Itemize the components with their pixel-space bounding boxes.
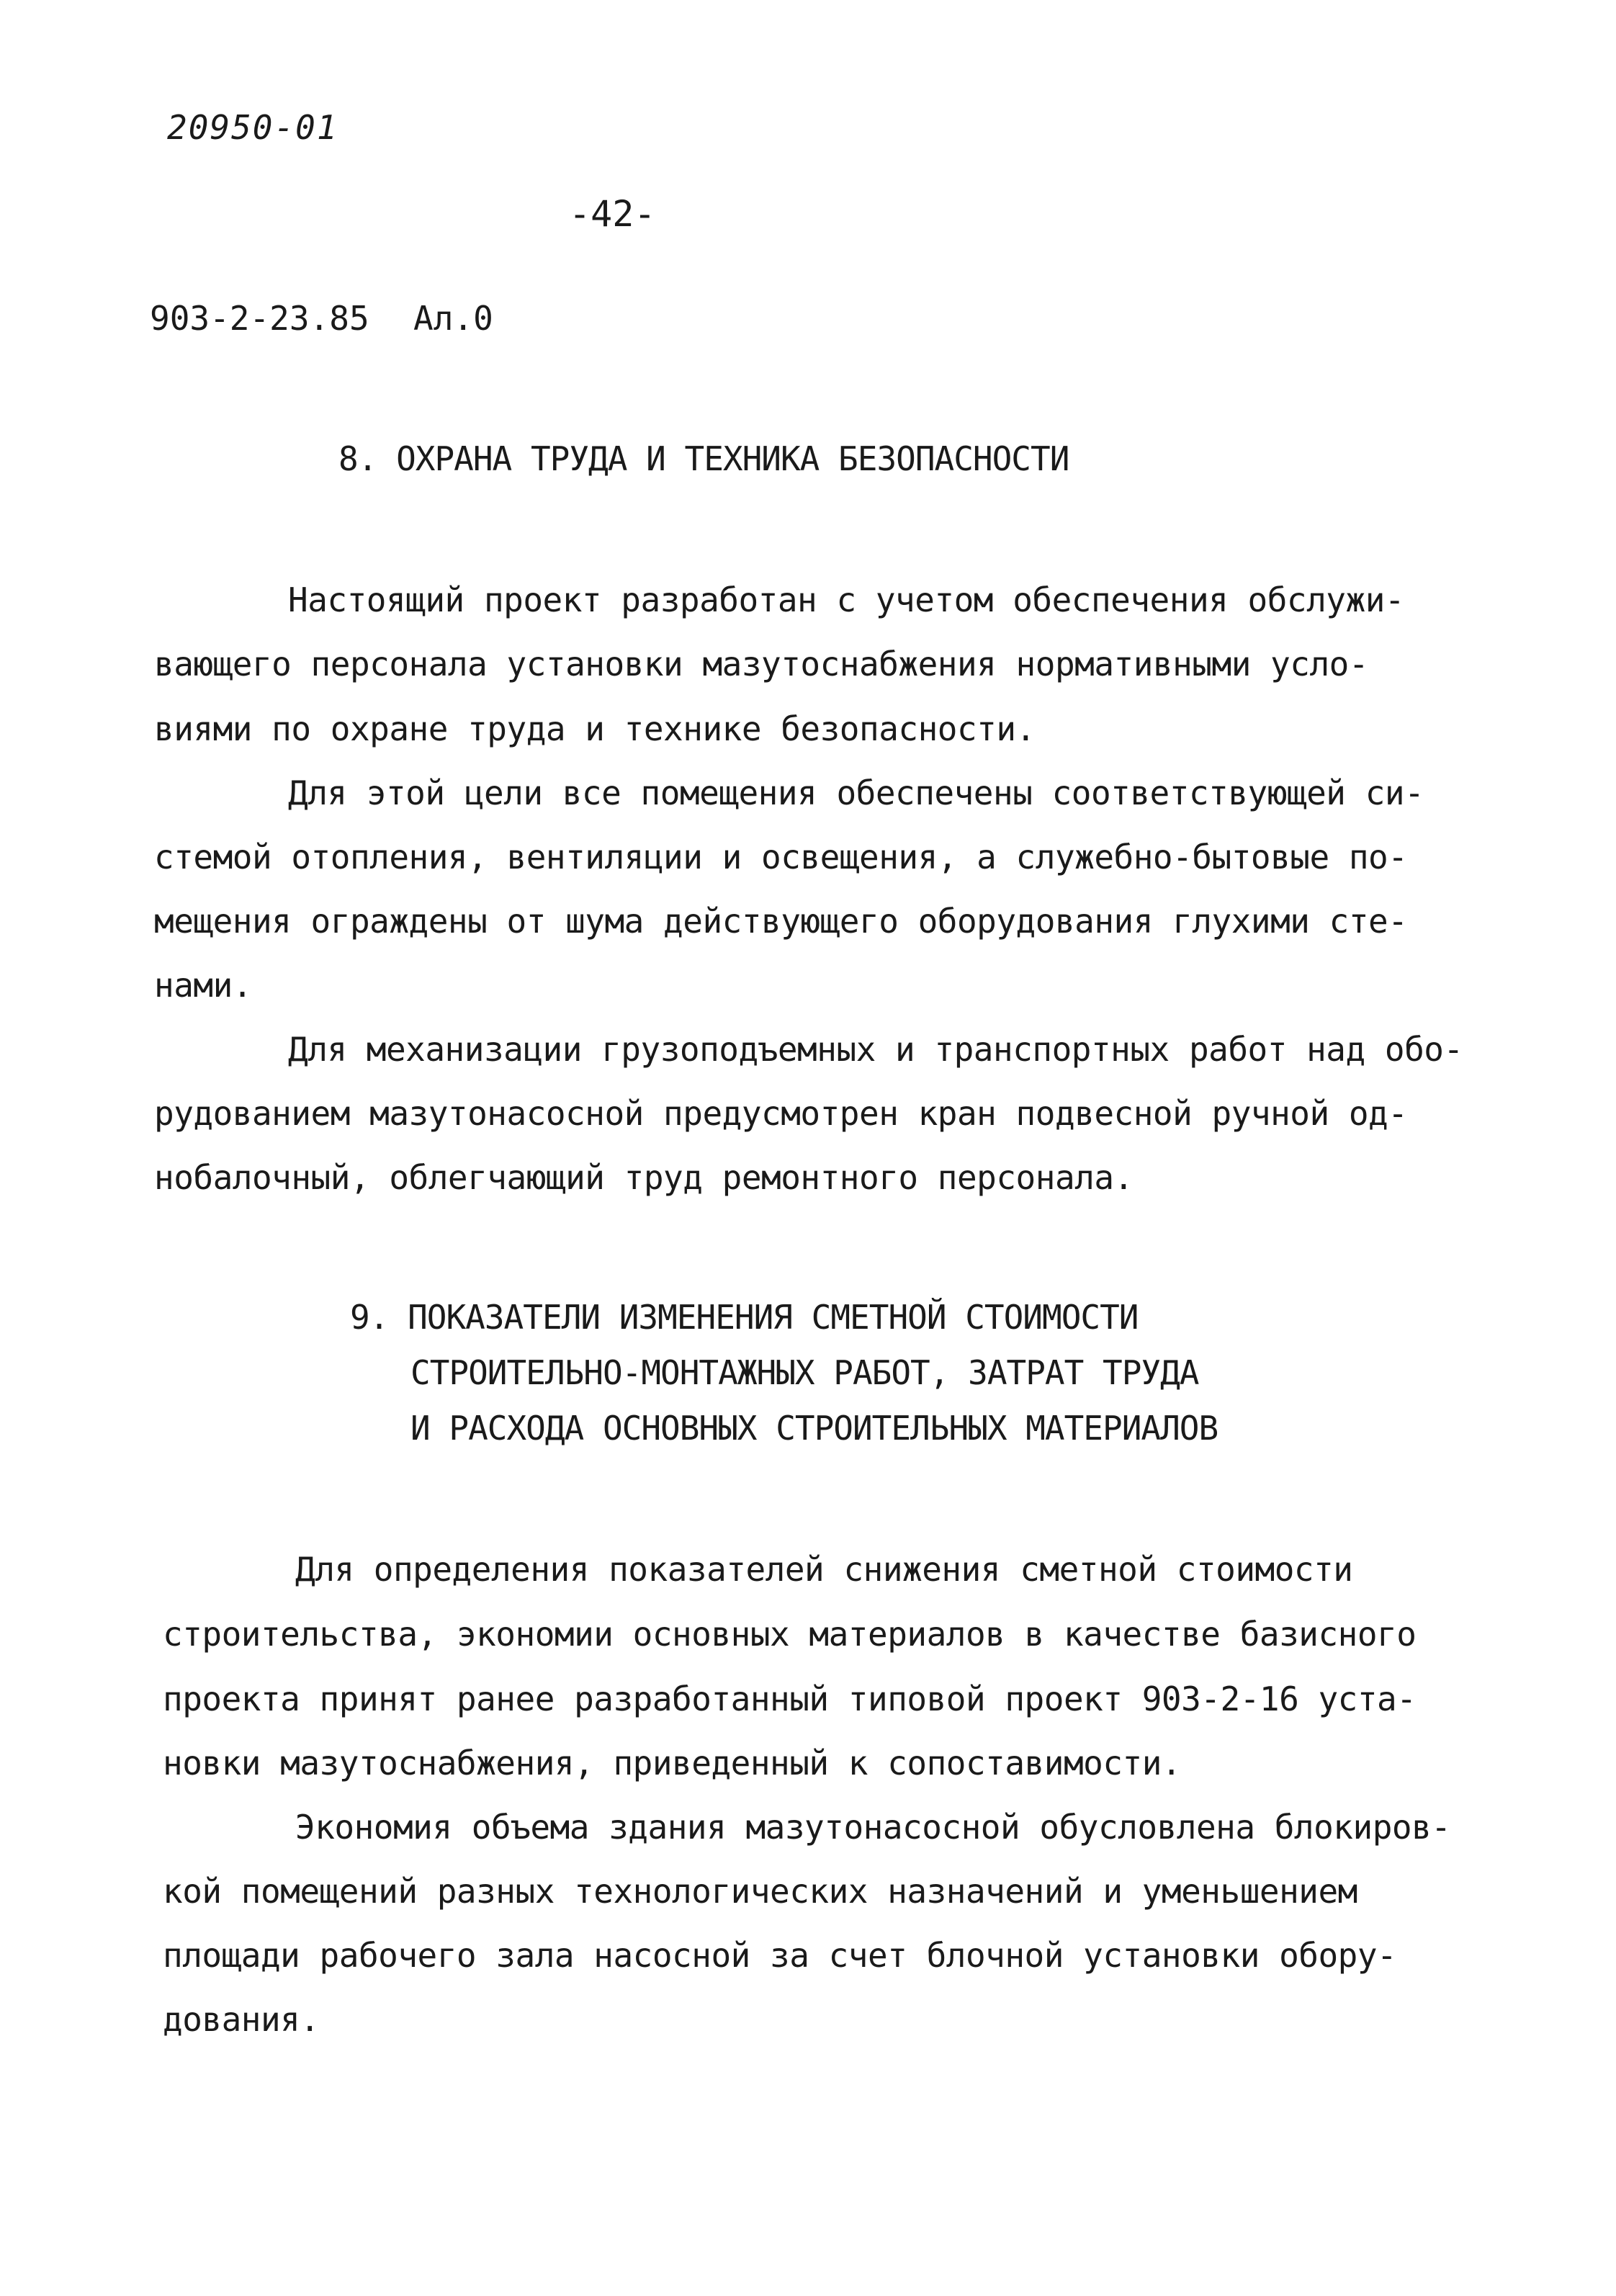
section-9-title-line: И РАСХОДА ОСНОВНЫХ СТРОИТЕЛЬНЫХ МАТЕРИАЛОВ [410, 1409, 1218, 1448]
section-8-paragraph-line: вающего персонала установки мазутоснабжения нормативными усло- [154, 645, 1369, 683]
section-8-title: 8. ОХРАНА ТРУДА И ТЕХНИКА БЕЗОПАСНОСТИ [338, 439, 1069, 478]
section-8-paragraph-line: нобалочный, облегчающий труд ремонтного персонала. [154, 1158, 1134, 1197]
section-9-paragraph-line: новки мазутоснабжения, приведенный к сопоставимости. [163, 1744, 1182, 1782]
section-9-paragraph-line: Экономия объема здания мазутонасосной обусловлена блокиров- [295, 1808, 1451, 1847]
section-8-paragraph-line: мещения ограждены от шума действующего оборудования глухими сте- [154, 902, 1408, 941]
archive-number: 20950-01 [167, 108, 338, 147]
page-number: -42- [569, 193, 656, 235]
section-8-paragraph-line: стемой отопления, вентиляции и освещения, а служебно-бытовые по- [154, 838, 1408, 876]
section-9-title-line: СТРОИТЕЛЬНО-МОНТАЖНЫХ РАБОТ, ЗАТРАТ ТРУДА [410, 1353, 1199, 1392]
album-number: Ал.0 [413, 299, 493, 338]
section-9-title-line: 9. ПОКАЗАТЕЛИ ИЗМЕНЕНИЯ СМЕТНОЙ СТОИМОСТИ [350, 1298, 1139, 1337]
document-code: 903-2-23.85 [150, 299, 369, 338]
section-8-paragraph-line: Для механизации грузоподъемных и транспортных работ над обо- [288, 1030, 1463, 1069]
section-9-paragraph-line: проекта принят ранее разработанный типовой проект 903-2-16 уста- [163, 1680, 1417, 1718]
section-9-paragraph-line: строительства, экономии основных материалов в качестве базисного [163, 1615, 1417, 1654]
section-8-paragraph-line: нами. [154, 966, 252, 1005]
section-9-paragraph-line: кой помещений разных технологических назначений и уменьшением [163, 1872, 1357, 1911]
section-9-paragraph-line: Для определения показателей снижения сметной стоимости [295, 1550, 1353, 1589]
section-9-paragraph-line: площади рабочего зала насосной за счет блочной установки обору- [163, 1936, 1397, 1975]
section-8-paragraph-line: рудованием мазутонасосной предусмотрен кран подвесной ручной од- [154, 1094, 1408, 1133]
section-8-paragraph-line: Настоящий проект разработан с учетом обеспечения обслужи- [288, 580, 1405, 619]
section-8-paragraph-line: виями по охране труда и технике безопасности. [154, 709, 1036, 748]
section-9-paragraph-line: дования. [163, 2000, 320, 2039]
section-8-paragraph-line: Для этой цели все помещения обеспечены соответствующей си- [288, 773, 1424, 812]
